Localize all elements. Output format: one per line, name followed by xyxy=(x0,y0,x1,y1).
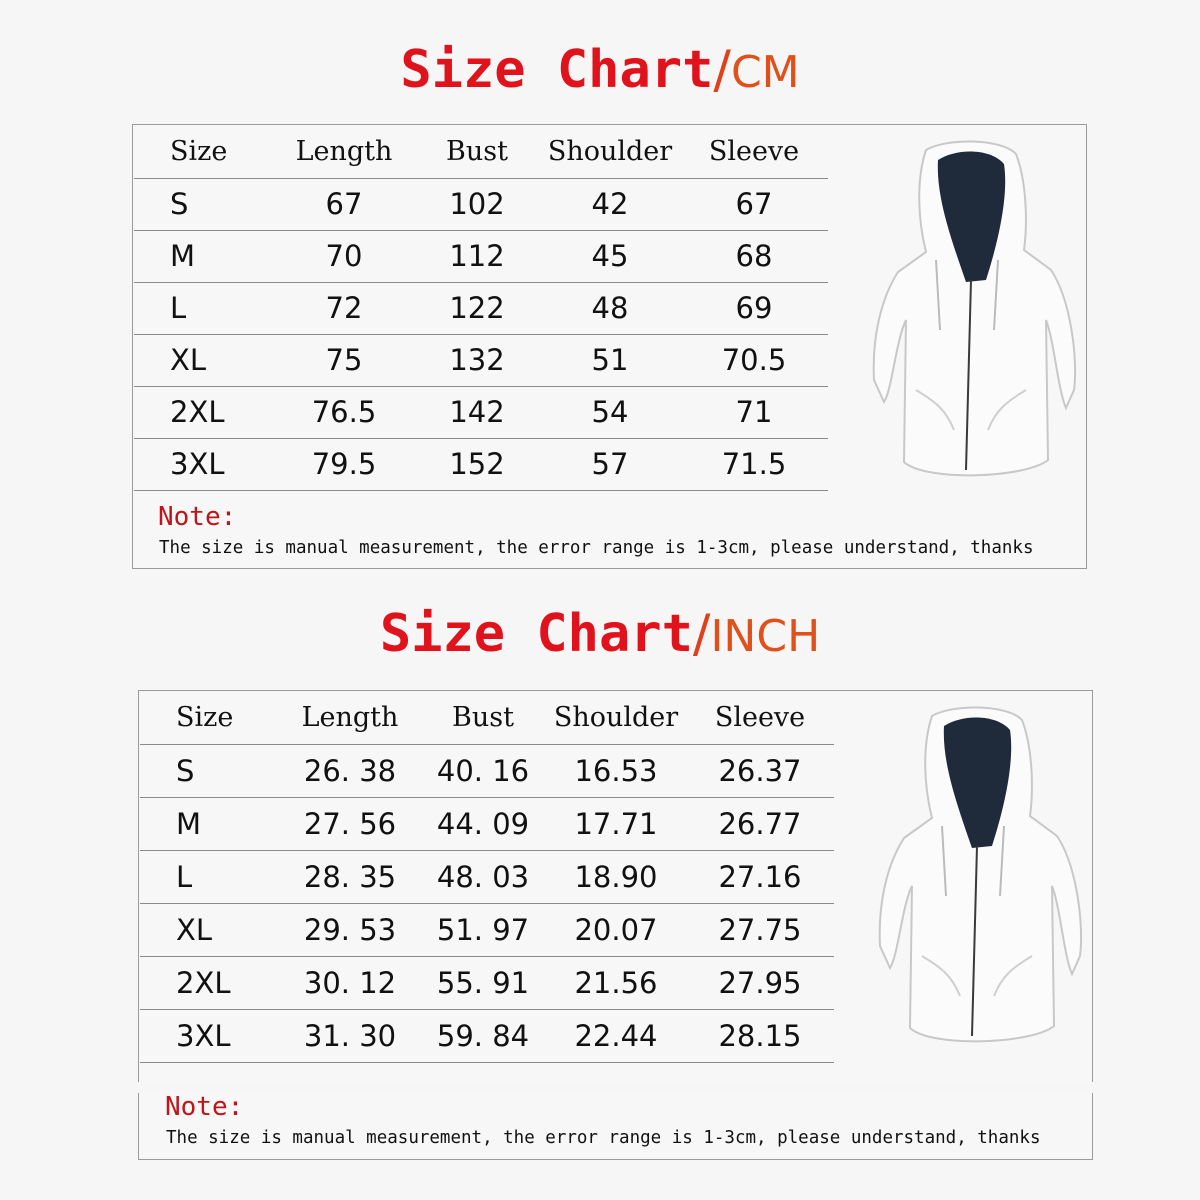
cm-header-row xyxy=(134,126,828,178)
cm-sleeve-cell: 67 xyxy=(680,178,828,230)
inch-sleeve-cell: 27.75 xyxy=(686,903,834,956)
cm-length-cell: 70 xyxy=(274,230,414,282)
cm-shoulder-cell: 54 xyxy=(540,386,680,438)
inch-header-sleeve: Sleeve xyxy=(686,692,834,744)
cm-length-cell: 75 xyxy=(274,334,414,386)
cm-bust-cell: 102 xyxy=(414,178,540,230)
table-row xyxy=(134,438,828,490)
cm-size-chart-title xyxy=(0,40,1200,100)
cm-shoulder-cell: 48 xyxy=(540,282,680,334)
cm-shoulder-cell: 42 xyxy=(540,178,680,230)
inch-size-cell: 3XL xyxy=(140,1009,280,1062)
inch-size-table xyxy=(140,692,834,1063)
table-row xyxy=(134,334,828,386)
cm-sleeve-cell: 71.5 xyxy=(680,438,828,490)
cm-sleeve-cell: 71 xyxy=(680,386,828,438)
cm-bust-cell: 122 xyxy=(414,282,540,334)
cm-shoulder-cell: 57 xyxy=(540,438,680,490)
cm-title-slash: / xyxy=(713,40,731,100)
cm-shoulder-cell: 45 xyxy=(540,230,680,282)
inch-sleeve-cell: 27.95 xyxy=(686,956,834,1009)
inch-length-cell: 31. 30 xyxy=(280,1009,420,1062)
table-row xyxy=(140,903,834,956)
cm-sleeve-cell: 70.5 xyxy=(680,334,828,386)
inch-bust-cell: 51. 97 xyxy=(420,903,546,956)
inch-length-cell: 29. 53 xyxy=(280,903,420,956)
cm-size-cell: M xyxy=(134,230,274,282)
cm-bust-cell: 132 xyxy=(414,334,540,386)
cm-size-cell: 2XL xyxy=(134,386,274,438)
inch-header-shoulder: Shoulder xyxy=(546,692,686,744)
cm-note-label: Note: xyxy=(158,502,237,532)
inch-bust-cell: 40. 16 xyxy=(420,744,546,797)
hoodie-icon xyxy=(872,706,1087,1054)
inch-size-cell: S xyxy=(140,744,280,797)
cm-size-cell: S xyxy=(134,178,274,230)
inch-title-unit: INCH xyxy=(710,611,821,662)
hoodie-body xyxy=(880,707,1081,1041)
inch-shoulder-cell: 22.44 xyxy=(546,1009,686,1062)
inch-size-cell: 2XL xyxy=(140,956,280,1009)
cm-title-text: Size Chart xyxy=(400,40,714,100)
table-row xyxy=(134,386,828,438)
cm-bust-cell: 152 xyxy=(414,438,540,490)
inch-sleeve-cell: 28.15 xyxy=(686,1009,834,1062)
table-row xyxy=(140,744,834,797)
inch-length-cell: 26. 38 xyxy=(280,744,420,797)
cm-title-unit: CM xyxy=(730,47,800,98)
inch-title-slash: / xyxy=(692,604,711,664)
cm-size-table xyxy=(134,126,828,491)
inch-sleeve-cell: 27.16 xyxy=(686,850,834,903)
inch-shoulder-cell: 17.71 xyxy=(546,797,686,850)
cm-header-size: Size xyxy=(134,126,274,178)
hoodie-icon xyxy=(866,140,1081,488)
inch-length-cell: 30. 12 xyxy=(280,956,420,1009)
inch-note-label: Note: xyxy=(165,1092,244,1122)
table-row xyxy=(140,850,834,903)
inch-size-cell: XL xyxy=(140,903,280,956)
inch-length-cell: 27. 56 xyxy=(280,797,420,850)
cm-length-cell: 76.5 xyxy=(274,386,414,438)
cm-bust-cell: 112 xyxy=(414,230,540,282)
inch-sleeve-cell: 26.77 xyxy=(686,797,834,850)
hoodie-body xyxy=(874,141,1075,475)
inch-note-panel xyxy=(138,1093,1093,1160)
inch-shoulder-cell: 20.07 xyxy=(546,903,686,956)
table-row xyxy=(140,956,834,1009)
inch-shoulder-cell: 16.53 xyxy=(546,744,686,797)
inch-header-bust: Bust xyxy=(420,692,546,744)
cm-sleeve-cell: 69 xyxy=(680,282,828,334)
inch-shoulder-cell: 18.90 xyxy=(546,850,686,903)
inch-header-row xyxy=(140,692,834,744)
cm-length-cell: 79.5 xyxy=(274,438,414,490)
inch-title-text: Size Chart xyxy=(379,604,693,664)
cm-bust-cell: 142 xyxy=(414,386,540,438)
table-row xyxy=(134,178,828,230)
inch-header-length: Length xyxy=(280,692,420,744)
cm-size-cell: XL xyxy=(134,334,274,386)
cm-length-cell: 72 xyxy=(274,282,414,334)
inch-bust-cell: 44. 09 xyxy=(420,797,546,850)
inch-size-chart-title xyxy=(0,604,1200,664)
cm-length-cell: 67 xyxy=(274,178,414,230)
inch-length-cell: 28. 35 xyxy=(280,850,420,903)
cm-shoulder-cell: 51 xyxy=(540,334,680,386)
inch-sleeve-cell: 26.37 xyxy=(686,744,834,797)
inch-bust-cell: 55. 91 xyxy=(420,956,546,1009)
inch-note-text: The size is manual measurement, the error range is 1-3cm, please understand, thanks xyxy=(166,1128,1041,1148)
cm-header-length: Length xyxy=(274,126,414,178)
table-row xyxy=(134,230,828,282)
inch-size-cell: M xyxy=(140,797,280,850)
cm-size-cell: 3XL xyxy=(134,438,274,490)
cm-header-sleeve: Sleeve xyxy=(680,126,828,178)
cm-sleeve-cell: 68 xyxy=(680,230,828,282)
cm-size-cell: L xyxy=(134,282,274,334)
inch-bust-cell: 48. 03 xyxy=(420,850,546,903)
inch-bust-cell: 59. 84 xyxy=(420,1009,546,1062)
cm-note-text: The size is manual measurement, the error range is 1-3cm, please understand, thanks xyxy=(159,538,1034,558)
table-row xyxy=(134,282,828,334)
table-row xyxy=(140,797,834,850)
inch-size-cell: L xyxy=(140,850,280,903)
table-row xyxy=(140,1009,834,1062)
cm-header-bust: Bust xyxy=(414,126,540,178)
inch-header-size: Size xyxy=(140,692,280,744)
inch-shoulder-cell: 21.56 xyxy=(546,956,686,1009)
cm-header-shoulder: Shoulder xyxy=(540,126,680,178)
